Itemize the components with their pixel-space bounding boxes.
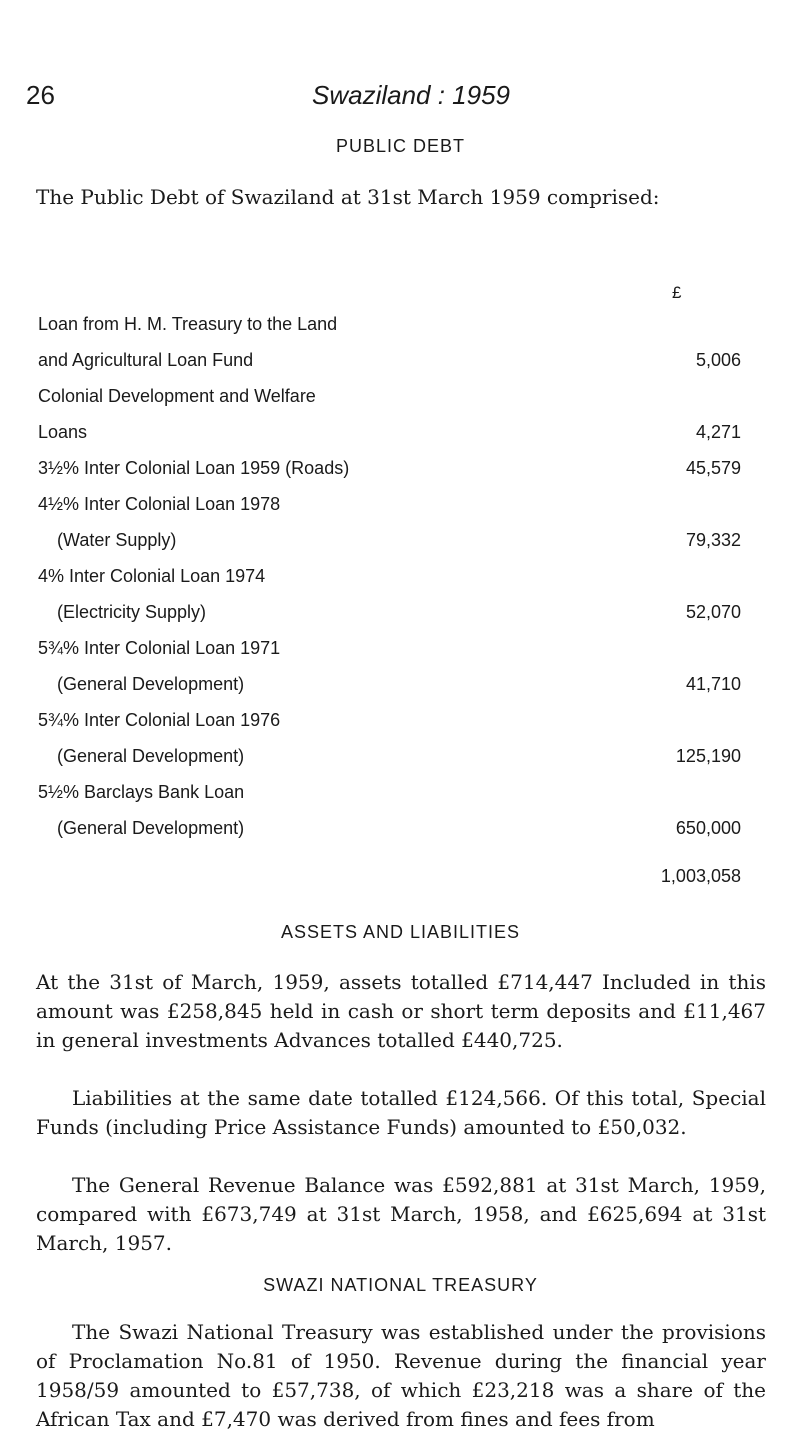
debt-row-label: (General Development) bbox=[57, 674, 245, 694]
debt-row-label: Loans bbox=[38, 422, 88, 442]
debt-row-label: 5¾% Inter Colonial Loan 1976 bbox=[38, 710, 281, 730]
debt-row-label: and Agricultural Loan Fund bbox=[38, 350, 254, 370]
debt-row-label: (General Development) bbox=[57, 818, 245, 838]
page-header bbox=[26, 80, 786, 120]
currency-symbol: £ bbox=[672, 283, 682, 302]
debt-row-label: Loan from H. M. Treasury to the Land bbox=[38, 314, 338, 334]
debt-total: 1,003,058 bbox=[660, 866, 741, 886]
public-debt-heading: PUBLIC DEBT bbox=[335, 136, 466, 156]
assets-paragraph: At the 31st of March, 1959, assets totalled £714,447 Included in this amount was £258,845 held in cash or short term deposits and £11,467 in general investments Advances totalled £440,725. bbox=[36, 970, 766, 1052]
debt-row-label: 4½% Inter Colonial Loan 1978 bbox=[38, 494, 281, 514]
public-debt-intro: The Public Debt of Swaziland at 31st March 1959 comprised: bbox=[36, 185, 660, 209]
swazi-treasury-heading: SWAZI NATIONAL TREASURY bbox=[263, 1275, 538, 1295]
debt-row-label: 4% Inter Colonial Loan 1974 bbox=[38, 566, 266, 586]
debt-row-amount: 41,710 bbox=[685, 674, 741, 694]
debt-row-label: 5¾% Inter Colonial Loan 1971 bbox=[38, 638, 281, 658]
debt-row-label: 3½% Inter Colonial Loan 1959 (Roads) bbox=[38, 458, 350, 478]
debt-row-amount: 650,000 bbox=[675, 818, 741, 838]
debt-row-label: (General Development) bbox=[57, 746, 245, 766]
running-title: Swaziland : 1959 bbox=[312, 80, 511, 110]
debt-row-amount: 4,271 bbox=[695, 422, 741, 442]
debt-row-amount: 45,579 bbox=[685, 458, 741, 478]
debt-row-label: 5½% Barclays Bank Loan bbox=[38, 782, 245, 802]
liabilities-paragraph: Liabilities at the same date totalled £124,566. Of this total, Special Funds (including Price Assistance Funds) amounted to £50,032. bbox=[36, 1086, 766, 1139]
debt-row-amount: 52,070 bbox=[685, 602, 741, 622]
debt-row-amount: 125,190 bbox=[675, 746, 741, 766]
page-number: 26 bbox=[26, 80, 55, 110]
revenue-balance-paragraph: The General Revenue Balance was £592,881 at 31st March, 1959, compared with £673,749 at 31st March, 1958, and £625,694 at 31st March, 1957. bbox=[36, 1173, 766, 1255]
assets-liabilities-heading: ASSETS AND LIABILITIES bbox=[280, 922, 521, 942]
debt-row-amount: 5,006 bbox=[695, 350, 741, 370]
debt-row-label: (Electricity Supply) bbox=[57, 602, 207, 622]
swazi-treasury-paragraph: The Swazi National Treasury was established under the provisions of Proclamation No.81 of 1950. Revenue during the financial year 1958/59 amounted to £57,738, of which £23,218 was a share of the African Tax and £7,470 was derived from fines and fees from bbox=[36, 1320, 766, 1431]
debt-row-label: (Water Supply) bbox=[57, 530, 177, 550]
debt-row-label: Colonial Development and Welfare bbox=[38, 386, 316, 406]
debt-row-amount: 79,332 bbox=[685, 530, 741, 550]
